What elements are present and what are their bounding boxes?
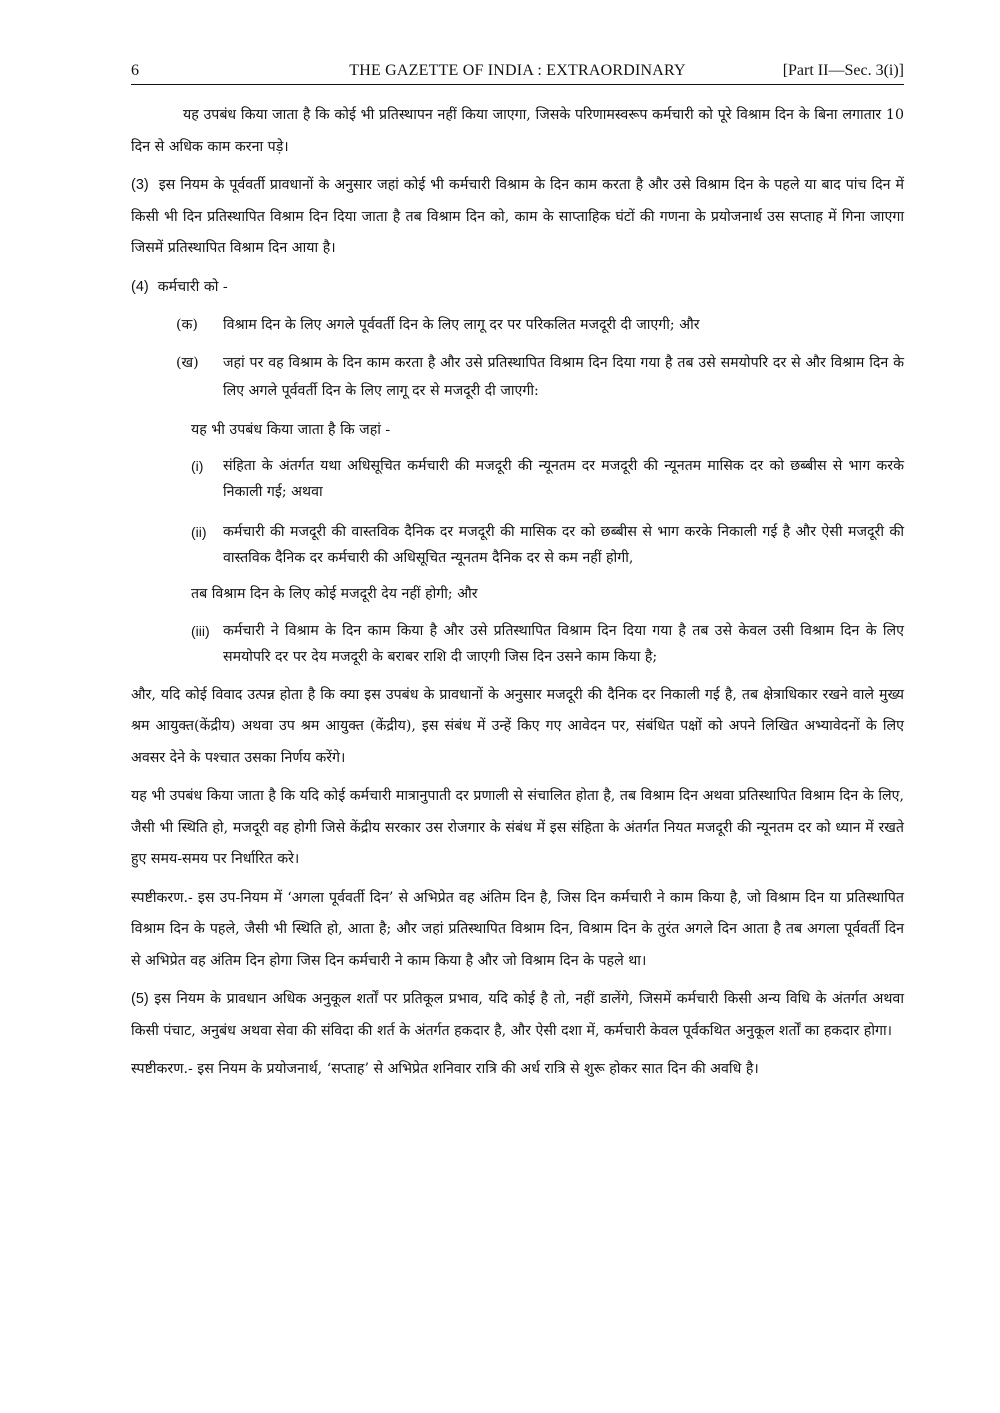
piece-rate-paragraph: यह भी उपबंध किया जाता है कि यदि कोई कर्मचारी मात्रानुपाती दर प्रणाली से संचालित होता है, तब विश्राम दिन अथवा प्रतिस्थापित विश्राम दिन के लिए, जैसी भी स्थिति हो, मजदूरी वह होगी जिसे केंद्रीय सरकार उस रोजगार के संबंध में इस संहिता के अंतर्गत नियत मजदूरी की न्यूनतम दर को ध्यान में रखते हुए समय-समय पर निर्धारित करे। (131, 788, 904, 867)
clause-number: (4) (131, 278, 149, 295)
explanation-2: स्पष्टीकरण.- इस नियम के प्रयोजनार्थ, ‘सप्ताह’ से अभिप्रेत शनिवार रात्रि की अर्ध रात्रि से शुरू होकर सात दिन की अवधि है। (131, 1061, 759, 1077)
sub-item-ii (131, 519, 904, 571)
document-body (131, 100, 904, 1093)
clause-4 (131, 272, 904, 304)
sub-item-text: कर्मचारी ने विश्राम के दिन काम किया है और उसे प्रतिस्थापित विश्राम दिन दिया गया है तब उसे केवल उसी विश्राम दिन के लिए समयोपरि दर पर देय मजदूरी के बराबर राशि दी जाएगी जिस दिन उसने काम किया है; (223, 622, 904, 665)
proviso-conclusion: तब विश्राम दिन के लिए कोई मजदूरी देय नहीं होगी; और (191, 586, 478, 602)
gazette-title: THE GAZETTE OF INDIA : EXTRAORDINARY (349, 62, 686, 79)
proviso-paragraph: यह उपबंध किया जाता है कि कोई भी प्रतिस्थापन नहीं किया जाएगा, जिसके परिणामस्वरूप कर्मचारी को पूरे विश्राम दिन के बिना लगातार 10 दिन से अधिक काम करना पड़े। (131, 107, 904, 155)
item-text: जहां पर वह विश्राम के दिन काम करता है और उसे प्रतिस्थापित विश्राम दिन दिया गया है तब उसे समयोपरि दर से और विश्राम दिन के लिए अगले पूर्ववर्ती दिन के लिए लागू दर से मजदूरी दी जाएगी: (223, 354, 904, 399)
clause-number: (5) (131, 991, 149, 1007)
item-text: विश्राम दिन के लिए अगले पूर्ववर्ती दिन के लिए लागू दर पर परिकलित मजदूरी दी जाएगी; और (223, 317, 700, 333)
sub-item-label: (i) (191, 458, 204, 474)
clause-5 (131, 984, 904, 1047)
page-header (131, 62, 904, 84)
sub-item-text: संहिता के अंतर्गत यथा अधिसूचित कर्मचारी की मजदूरी की न्यूनतम दर मजदूरी की न्यूनतम मासिक दर को छब्बीस से भाग करके निकाली गई; अथवा (223, 458, 904, 500)
page-number: 6 (131, 62, 139, 79)
header-rule (131, 84, 904, 85)
part-section: [Part II—Sec. 3(i)] (782, 62, 904, 79)
clause-number: (3) (131, 177, 149, 193)
item-ka (131, 310, 904, 342)
sub-item-i (131, 453, 904, 505)
item-label: (क) (176, 317, 198, 333)
item-label: (ख) (176, 354, 199, 371)
item-kha (131, 349, 904, 405)
dispute-paragraph: और, यदि कोई विवाद उत्पन्न होता है कि क्या इस उपबंध के प्रावधानों के अनुसार मजदूरी की दैनिक दर निकाली गई है, तब क्षेत्राधिकार रखने वाले मुख्य श्रम आयुक्त(केंद्रीय) अथवा उप श्रम आयुक्त (केंद्रीय), इस संबंध में उन्हें किए गए आवेदन पर, संबंधित पक्षों को अपने लिखित अभ्यावेदनों के लिए अवसर देने के पश्चात उसका निर्णय करेंगे। (131, 686, 904, 766)
clause-3 (131, 170, 904, 265)
proviso-heading: यह भी उपबंध किया जाता है कि जहां - (191, 421, 391, 438)
clause-4-text: कर्मचारी को - (157, 278, 228, 295)
explanation-1: स्पष्टीकरण.- इस उप-नियम में ‘अगला पूर्ववर्ती दिन’ से अभिप्रेत वह अंतिम दिन है, जिस दिन कर्मचारी ने काम किया है, जो विश्राम दिन या प्रतिस्थापित विश्राम दिन के पहले, जैसी भी स्थिति हो, आता है; और जहां प्रतिस्थापित विश्राम दिन, विश्राम दिन के तुरंत अगले दिन आता है तब अगला पूर्ववर्ती दिन से अभिप्रेत वह अंतिम दिन होगा जिस दिन कर्मचारी ने काम किया है और जो विश्राम दिन के पहले था। (131, 889, 904, 969)
clause-5-text: इस नियम के प्रावधान अधिक अनुकूल शर्तों पर प्रतिकूल प्रभाव, यदि कोई है तो, नहीं डालेंगे, जिसमें कर्मचारी किसी अन्य विधि के अंतर्गत अथवा किसी पंचाट, अनुबंध अथवा सेवा की संविदा की शर्त के अंतर्गत हकदार है, और ऐसी दशा में, कर्मचारी केवल पूर्वकथित अनुकूल शर्तों का हकदार होगा। (131, 991, 904, 1039)
clause-3-text: इस नियम के पूर्ववर्ती प्रावधानों के अनुसार जहां कोई भी कर्मचारी विश्राम के दिन काम करता है और उसे विश्राम दिन के पहले या बाद पांच दिन में किसी भी दिन प्रतिस्थापित विश्राम दिन दिया जाता है तब विश्राम दिन को, काम के साप्ताहिक घंटों की गणना के प्रयोजनार्थ उस सप्ताह में गिना जाएगा जिसमें प्रतिस्थापित विश्राम दिन आया है। (131, 177, 904, 256)
sub-item-label: (ii) (191, 524, 207, 540)
sub-item-text: कर्मचारी की मजदूरी की वास्तविक दैनिक दर मजदूरी की मासिक दर को छब्बीस से भाग करके निकाली गई है और ऐसी मजदूरी की वास्तविक दैनिक दर कर्मचारी की अधिसूचित न्यूनतम दैनिक दर से कम नहीं होगी, (223, 524, 904, 566)
sub-item-iii (131, 618, 904, 670)
sub-item-label: (iii) (191, 622, 210, 639)
